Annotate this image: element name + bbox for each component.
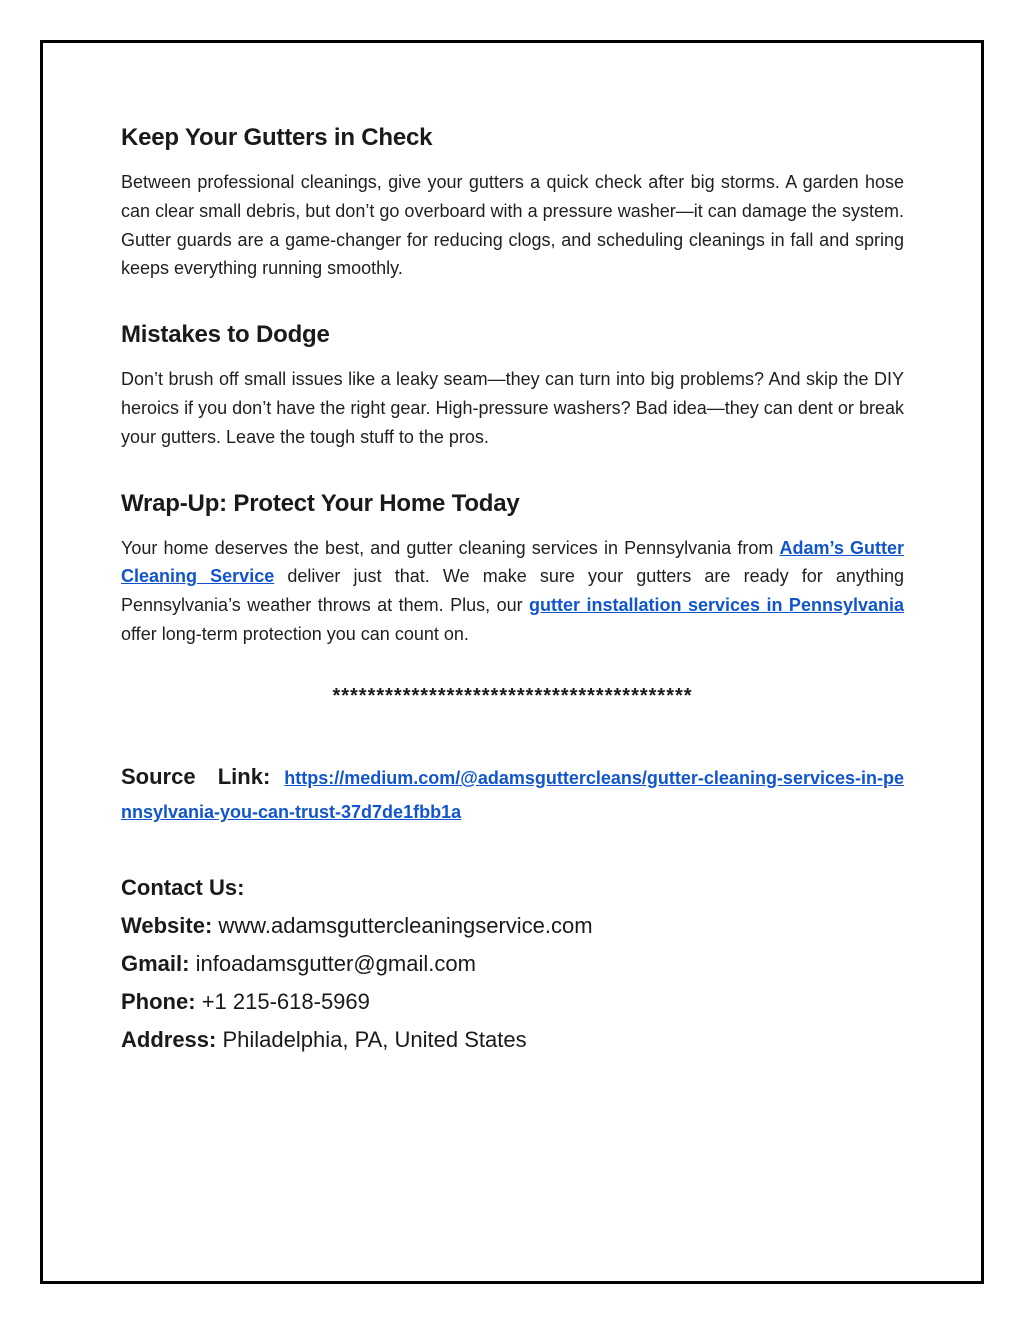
section-wrap-up	[121, 488, 904, 649]
section-heading: Wrap-Up: Protect Your Home Today	[121, 489, 520, 517]
contact-block	[121, 869, 904, 1059]
section-body: Between professional cleanings, give your gutters a quick check after big storms. A garden hose can clear small debris, but don’t go overboard with a pressure washer—it can damage the system. Gutter guards are a game-changer for reducing clogs, and scheduling cleanings in fall and spring keeps everything running smoothly.	[121, 172, 904, 279]
section-body	[121, 534, 904, 649]
phone-value: +1 215-618-5969	[201, 988, 370, 1014]
document-content	[121, 122, 904, 1059]
gmail-value: infoadamsgutter@gmail.com	[195, 950, 476, 976]
contact-website-row	[121, 907, 904, 945]
address-label: Address:	[121, 1026, 217, 1052]
section-keep-gutters	[121, 122, 904, 283]
contact-address-row	[121, 1021, 904, 1059]
contact-phone-row	[121, 983, 904, 1021]
body-text: deliver just that. We make sure your gutters are ready for anything Pennsylvania’s weather throws at them. Plus, our	[121, 566, 904, 616]
body-text: offer long-term protection you can count on.	[121, 623, 469, 644]
section-heading: Keep Your Gutters in Check	[121, 124, 433, 151]
gmail-label: Gmail:	[121, 950, 190, 976]
source-link-label: Source Link:	[121, 763, 271, 789]
section-body: Don’t brush off small issues like a leaky seam—they can turn into big problems? And skip the DIY heroics if you don’t have the right gear. High-pressure washers? Bad idea—they can dent or break your gutters. Leave the tough stuff to the pros.	[121, 369, 904, 447]
source-url-link[interactable]: https://medium.com/@adamsguttercleans/gutter-cleaning-services-in-pennsylvania-you-can-trust-37d7de1fbb1a	[121, 767, 904, 822]
section-mistakes	[121, 319, 904, 451]
contact-heading: Contact Us:	[121, 874, 245, 900]
contact-gmail-row	[121, 945, 904, 983]
source-link-block	[121, 760, 904, 829]
website-label: Website:	[121, 912, 213, 938]
body-text: Your home deserves the best, and gutter cleaning services in Pennsylvania from	[121, 537, 780, 558]
phone-label: Phone:	[121, 988, 196, 1014]
asterisk-divider: *****************************************	[332, 684, 693, 707]
gutter-installation-link[interactable]: gutter installation services in Pennsylvania	[529, 595, 904, 616]
address-value: Philadelphia, PA, United States	[222, 1026, 527, 1052]
adams-gutter-cleaning-link[interactable]: Adam’s Gutter Cleaning Service	[121, 537, 904, 587]
section-heading: Mistakes to Dodge	[121, 321, 330, 349]
website-value: www.adamsguttercleaningservice.com	[218, 912, 593, 938]
